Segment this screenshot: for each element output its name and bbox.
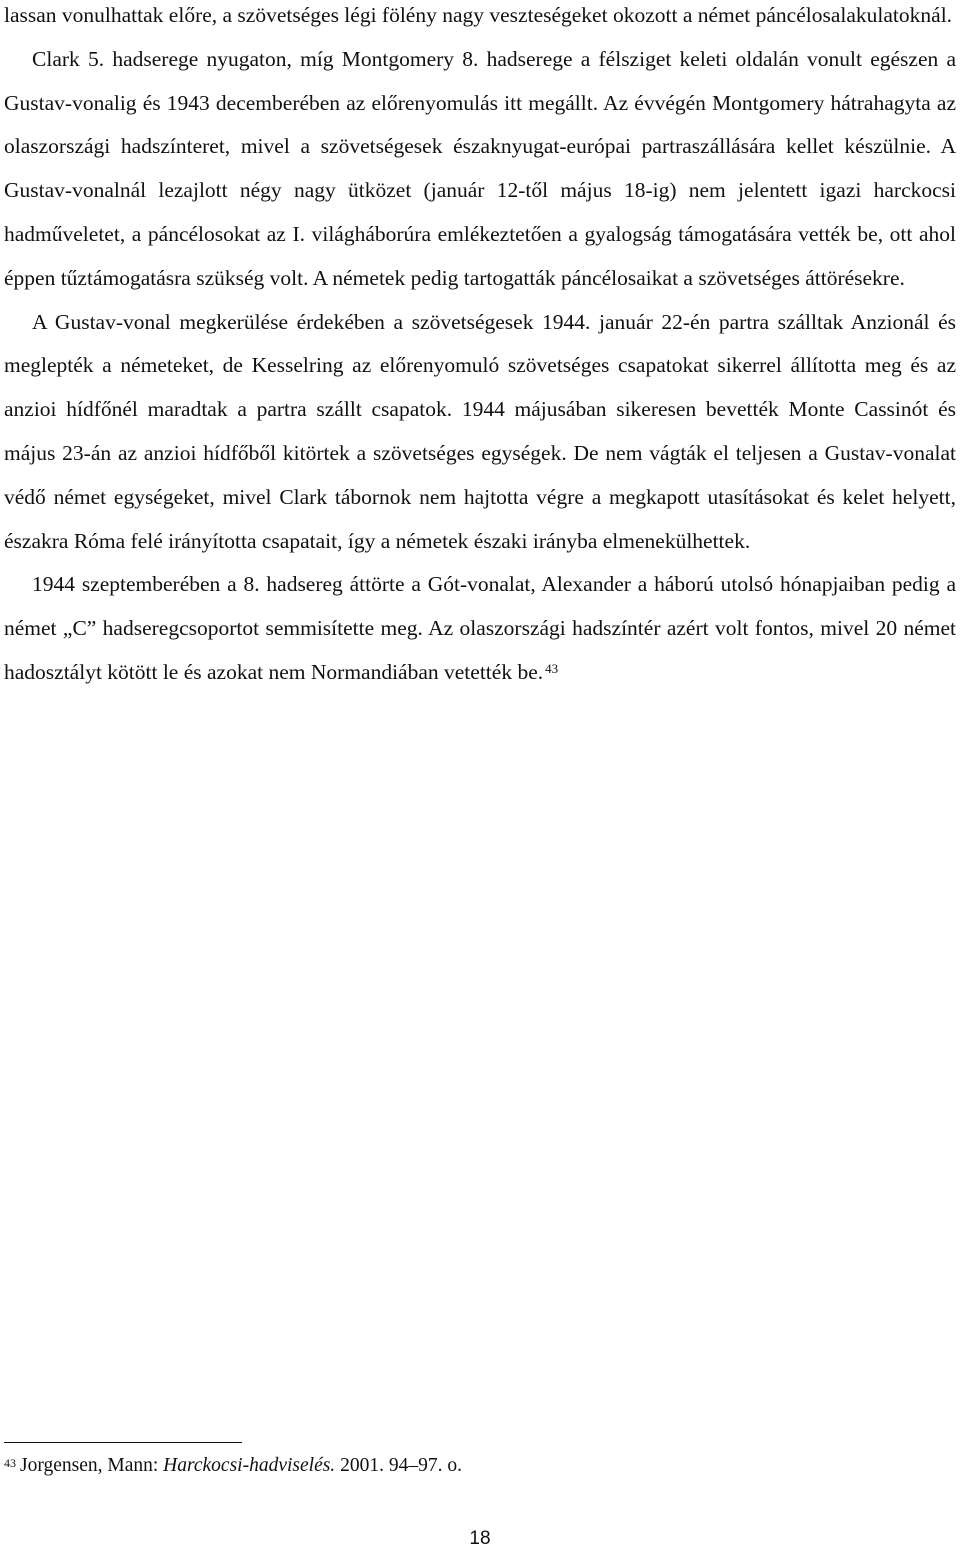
footnote <box>4 1452 462 1480</box>
footnote-separator <box>4 1442 242 1443</box>
paragraph-3-text: A Gustav-vonal megkerülése érdekében a szövetségesek 1944. január 22-én partra szálltak Anzionál és meglepték a németeket, de Kesselring az előrenyomuló szövetséges csapatokat sikerrel állította meg és az anzioi hídfőnél maradtak a partra szállt csapatok. 1944 májusában sikeresen bevették Monte Cassinót és május 23-án az anzioi hídfőből kitörtek a szövetséges egységek. De nem vágták el teljesen a Gustav-vonalat védő német egységeket, mivel Clark tábornok nem hajtotta végre a megkapott utasításokat és kelet helyett, északra Róma felé irányította csapatait, így a németek északi irányba elmenekülhettek. <box>4 309 956 553</box>
paragraph-2 <box>4 38 956 301</box>
footnote-title: Harckocsi-hadviselés. <box>163 1455 336 1476</box>
footnote-reference[interactable]: 43 <box>545 660 559 676</box>
body-text <box>4 0 956 695</box>
footnote-authors: Jorgensen, Mann: <box>20 1455 164 1476</box>
paragraph-1-text: lassan vonulhattak előre, a szövetséges légi fölény nagy veszteségeket okozott a német páncélosalakulatoknál. <box>4 3 953 27</box>
paragraph-4-text: 1944 szeptemberében a 8. hadsereg áttörte a Gót-vonalat, Alexander a háború utolsó hónapjaiban pedig a német „C” hadseregcsoportot semmisítette meg. Az olaszországi hadszíntér azért volt fontos, mivel 20 német hadosztályt kötött le és azokat nem Normandiában vetették be. <box>4 572 956 684</box>
footnote-citation: 2001. 94–97. o. <box>335 1455 462 1476</box>
paragraph-4 <box>4 563 956 694</box>
paragraph-3 <box>4 301 956 564</box>
page-number: 18 <box>469 1528 491 1549</box>
paragraph-2-text: Clark 5. hadserege nyugaton, míg Montgomery 8. hadserege a félsziget keleti oldalán vonult egészen a Gustav-vonalig és 1943 decemberében az előrenyomulás itt megállt. Az évvégén Montgomery hátrahagyta az olaszországi hadszínteret, mivel a szövetségesek északnyugat-európai partraszállására kellet készülnie. A Gustav-vonalnál lezajlott négy nagy ütközet (január 12-től május 18-ig) nem jelentett igazi harckocsi hadműveletet, a páncélosokat az I. világháborúra emlékeztetően a gyalogság támogatására vették be, ott ahol éppen tűztámogatásra szükség volt. A németek pedig tartogatták páncélosaikat a szövetséges áttörésekre. <box>4 46 956 290</box>
footnote-number: 43 <box>4 1456 16 1470</box>
paragraph-1 <box>4 0 956 38</box>
